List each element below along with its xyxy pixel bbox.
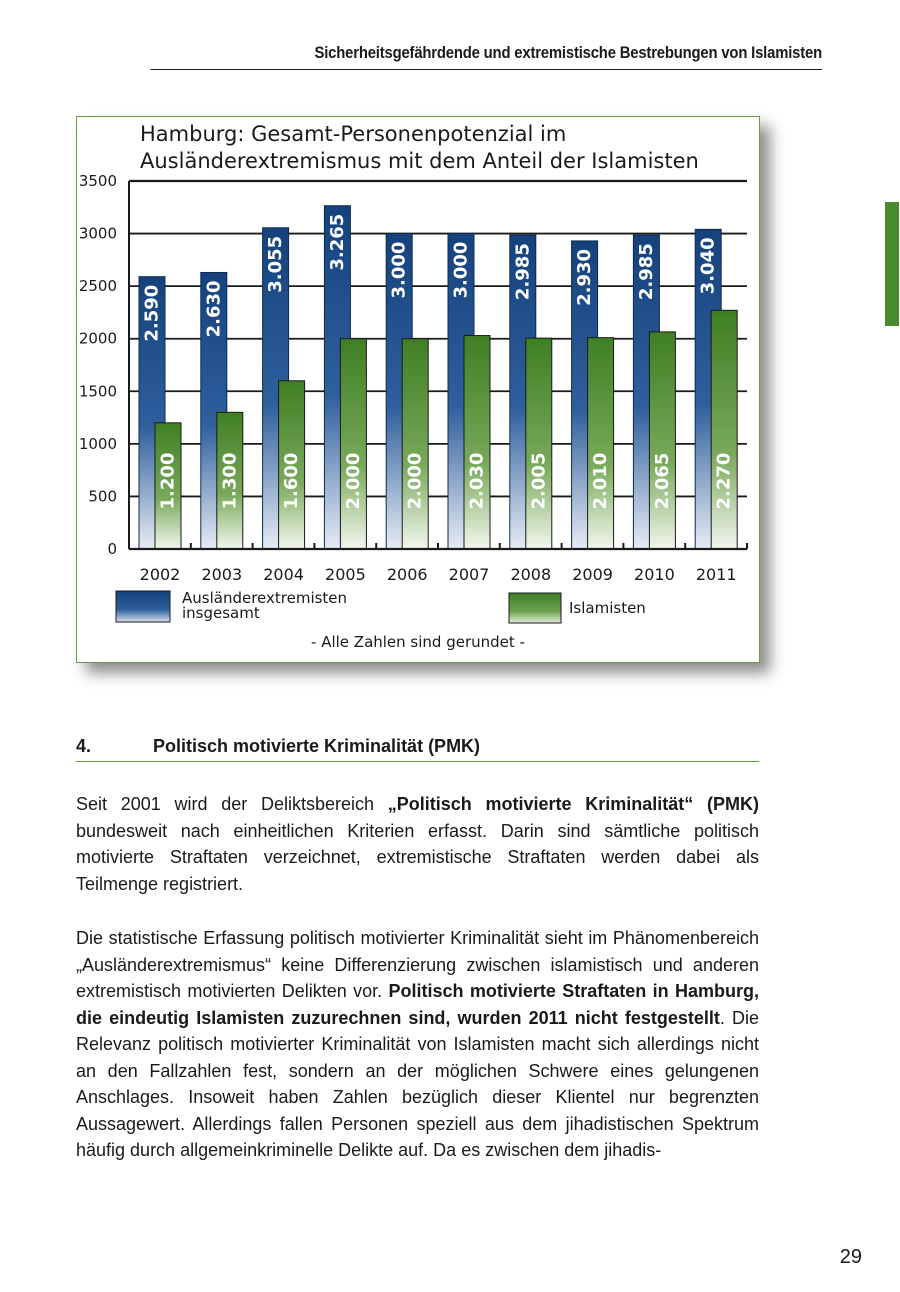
y-tick-label: 3500 xyxy=(78,172,117,190)
data-label-islamisten: 2.000 xyxy=(342,452,364,510)
legend-label-islamisten: Islamisten xyxy=(569,599,646,617)
chapter-tab-marker xyxy=(885,202,899,326)
data-label-auslaenderextremisten: 3.265 xyxy=(326,213,348,271)
x-tick-label: 2011 xyxy=(695,565,737,584)
data-label-islamisten: 1.300 xyxy=(219,452,241,510)
data-label-auslaenderextremisten: 3.040 xyxy=(697,237,719,295)
y-tick-label: 0 xyxy=(107,540,117,558)
x-tick-label: 2002 xyxy=(139,565,181,584)
data-label-auslaenderextremisten: 2.590 xyxy=(141,284,163,342)
paragraph-2-text-a: Die statistische Erfassung politisch motivierter Kriminalität sieht im Phänomenbereich „Ausländerextremismus“ keine Differenzierung zwischen islamistisch und anderen extremistisch motivierten Delikten vor. xyxy=(76,928,759,1001)
paragraph-1-bold: „Politisch motivierte Kriminalität“ (PMK) xyxy=(387,794,759,814)
x-tick-label: 2004 xyxy=(263,565,304,584)
data-label-auslaenderextremisten: 3.000 xyxy=(450,241,472,299)
data-label-auslaenderextremisten: 2.630 xyxy=(203,280,225,338)
chart-panel xyxy=(76,116,760,663)
y-tick-label: 500 xyxy=(88,487,117,506)
data-label-islamisten: 2.065 xyxy=(651,452,673,510)
legend-swatch-islamisten xyxy=(509,593,561,623)
legend-label-auslaenderextremisten-line-1: Ausländerextremisten xyxy=(182,589,348,607)
y-tick-label: 2000 xyxy=(78,329,117,348)
x-tick-label: 2006 xyxy=(386,565,428,584)
data-label-auslaenderextremisten: 2.930 xyxy=(574,248,596,306)
x-tick-label: 2009 xyxy=(572,565,613,584)
bar-islamisten xyxy=(649,332,675,549)
y-tick-label: 3000 xyxy=(78,224,117,243)
x-tick-label: 2010 xyxy=(634,565,675,584)
paragraph-2-text-b: . Die Relevanz politisch motivierter Kriminalität von Islamisten macht sich allerdings nicht an den Fallzahlen fest, sondern an der möglichen Schwere eines gelungenen Anschlages. Insoweit haben Zahlen bezüglich dieser Klientel nur begrenzten Aussagewert. Allerdings fallen Personen speziell aus dem jihadistischen Spektrum häufig durch allgemeinkriminelle Delikte auf. Da es zwischen dem jihadis- xyxy=(76,1007,759,1160)
body-paragraph-1 xyxy=(76,791,759,897)
data-label-islamisten: 2.270 xyxy=(713,452,735,510)
section-number: 4. xyxy=(76,736,92,756)
bar-islamisten xyxy=(711,310,737,549)
paragraph-1-text-a: Seit 2001 wird der Deliktsbereich xyxy=(76,794,388,814)
x-tick-label: 2007 xyxy=(448,565,490,584)
x-tick-label: 2008 xyxy=(510,565,552,584)
chart-title-line-1: Hamburg: Gesamt-Personenpotenzial im xyxy=(140,122,567,146)
page-number: 29 xyxy=(839,1246,862,1268)
y-tick-label: 1000 xyxy=(78,434,117,453)
legend-swatch-auslaenderextremisten xyxy=(116,591,170,622)
data-label-islamisten: 2.010 xyxy=(590,452,612,510)
bar-islamisten xyxy=(402,339,428,549)
data-label-islamisten: 1.600 xyxy=(281,452,303,510)
body-paragraph-2 xyxy=(76,925,759,1164)
paragraph-1-text-b: bundesweit nach einheitlichen Kriterien erfasst. Darin sind sämtliche politisch motivierte Straftaten verzeichnet, extremistische Straftaten werden dabei als Teilmenge registriert. xyxy=(76,820,759,894)
data-label-auslaenderextremisten: 3.055 xyxy=(265,235,287,293)
bar-islamisten xyxy=(588,338,614,549)
bar-islamisten xyxy=(526,338,552,549)
y-tick-label: 2500 xyxy=(78,277,117,296)
bar-islamisten xyxy=(464,336,490,549)
x-tick-label: 2003 xyxy=(201,565,243,584)
chart-title-line-2: Ausländerextremismus mit dem Anteil der Islamisten xyxy=(140,149,699,173)
chart-note: - Alle Zahlen sind gerundet - xyxy=(311,633,525,651)
paragraph-2-bold: Politisch motivierte Straftaten in Hamburg, die eindeutig Islamisten zuzurechnen sind, wurden 2011 nicht festgestellt xyxy=(76,981,759,1028)
data-label-islamisten: 1.200 xyxy=(157,452,179,510)
bar-islamisten xyxy=(340,339,366,549)
y-tick-label: 1500 xyxy=(78,382,117,401)
running-header: Sicherheitsgefährdende und extremistische Bestrebungen von Islamisten xyxy=(151,44,822,70)
data-label-islamisten: 2.030 xyxy=(466,452,488,510)
section-title: Politisch motivierte Kriminalität (PMK) xyxy=(153,736,481,756)
x-tick-label: 2005 xyxy=(325,565,366,584)
legend-label-auslaenderextremisten-line-2: insgesamt xyxy=(182,604,260,622)
data-label-auslaenderextremisten: 3.000 xyxy=(388,241,410,299)
section-heading xyxy=(76,736,759,762)
data-label-islamisten: 2.005 xyxy=(528,452,550,510)
bar-chart xyxy=(77,117,759,662)
data-label-auslaenderextremisten: 2.985 xyxy=(635,243,657,301)
data-label-auslaenderextremisten: 2.985 xyxy=(512,243,534,301)
data-label-islamisten: 2.000 xyxy=(404,452,426,510)
